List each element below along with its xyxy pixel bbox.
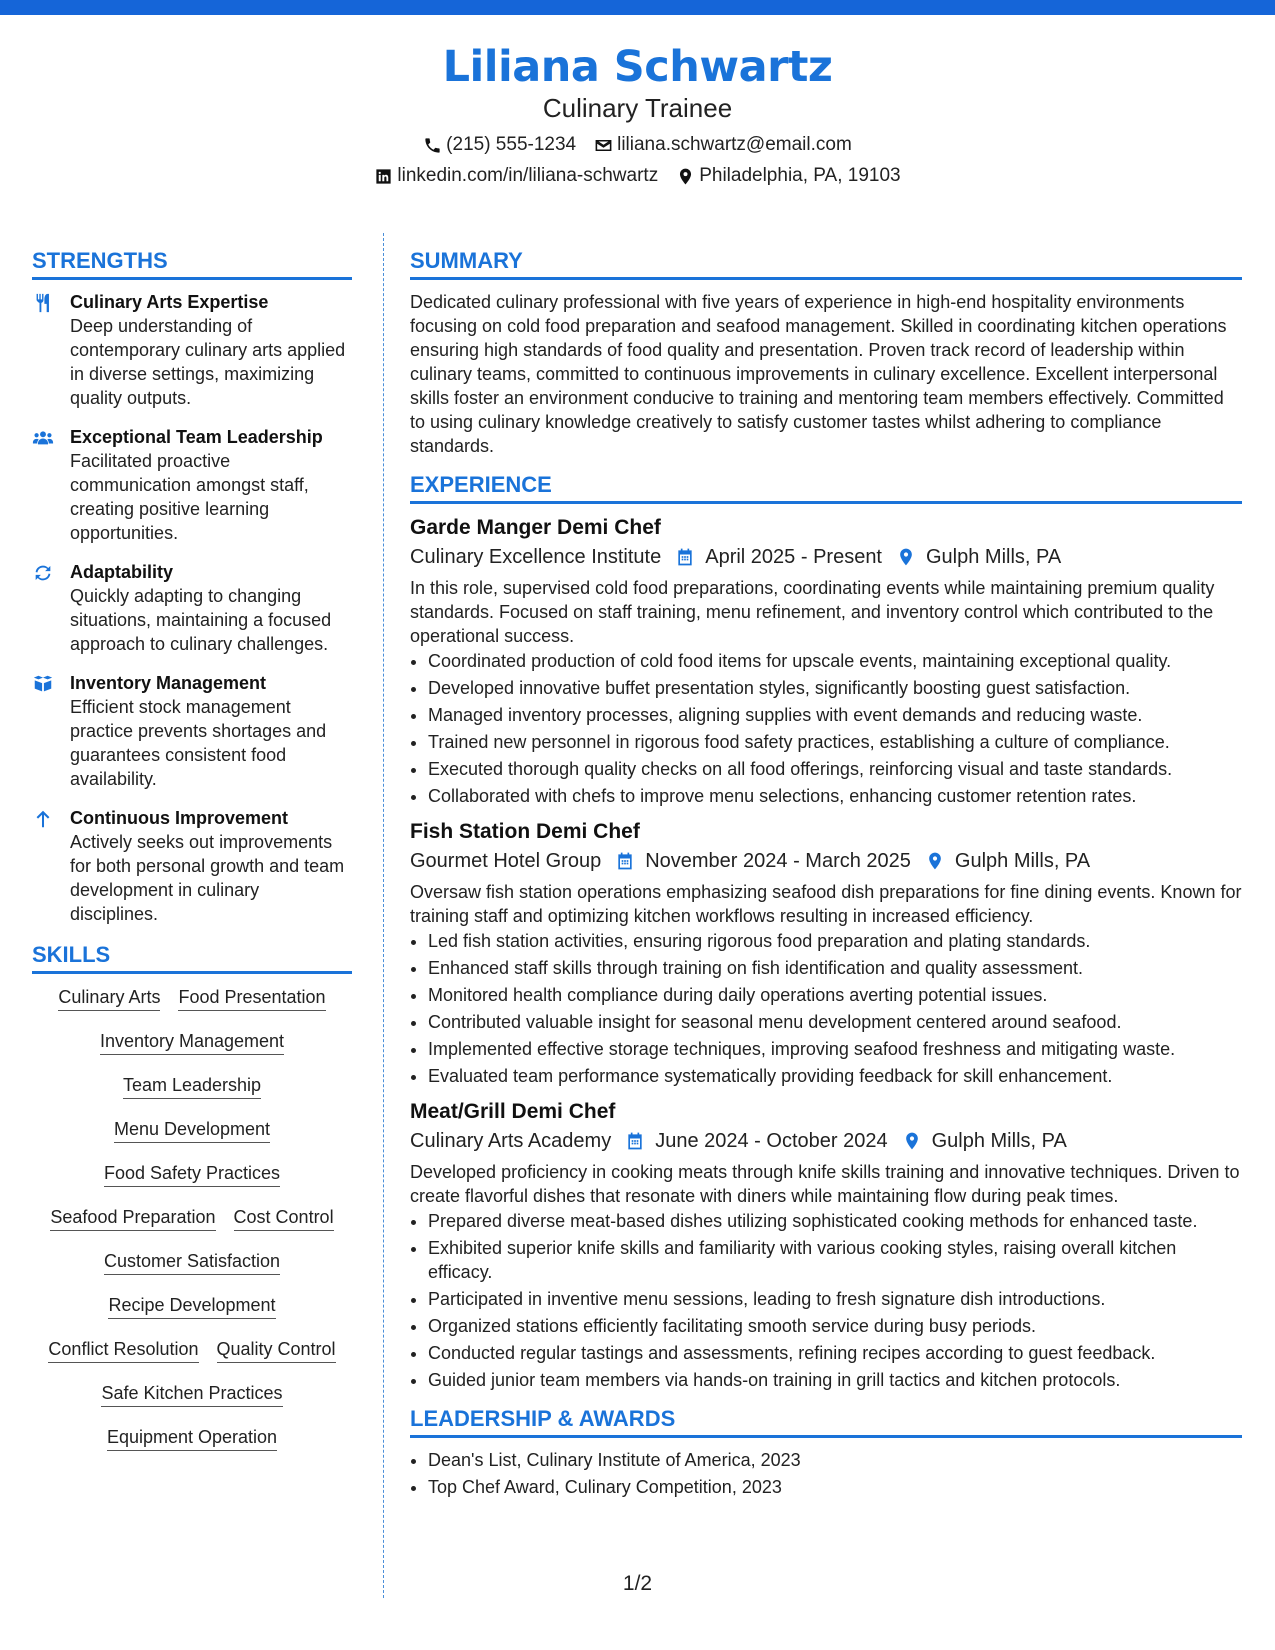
envelope-icon (594, 136, 613, 155)
job-meta (410, 542, 1242, 572)
job-bullet: • Led fish station activities, ensuring rigorous food preparation and plating standards. (428, 929, 1242, 953)
job-location: Gulph Mills, PA (931, 1130, 1067, 1152)
map-pin-icon (676, 167, 695, 186)
email-text: liliana.schwartz@email.com (617, 134, 852, 155)
job-title: Fish Station Demi Chef (410, 820, 640, 843)
job-bullet: • Implemented effective storage techniques, improving seafood freshness and mitigating waste. (428, 1037, 1242, 1061)
job-description: In this role, supervised cold food preparations, coordinating events while maintaining premium quality standards. Focused on staff training, menu refinement, and inventory control which contributed to the operational success. (410, 578, 1215, 646)
job-title: Meat/Grill Demi Chef (410, 1100, 616, 1123)
map-pin-icon (896, 547, 916, 567)
strength-desc: Quickly adapting to changing situations, maintaining a focused approach to culinary challenges. (70, 586, 332, 654)
job-dates: April 2025 - Present (705, 546, 882, 568)
location-text: Philadelphia, PA, 19103 (699, 165, 901, 186)
calendar-icon (625, 1131, 645, 1151)
job-dates: June 2024 - October 2024 (655, 1130, 888, 1152)
strength-desc: Actively seeks out improvements for both personal growth and team development in culinary disciplines. (70, 832, 345, 924)
map-pin-icon (925, 851, 945, 871)
job-title: Garde Manger Demi Chef (410, 516, 661, 539)
map-pin-icon (902, 1131, 922, 1151)
skill-tag: Customer Satisfaction (104, 1250, 280, 1275)
job-meta (410, 846, 1242, 876)
refresh-icon (32, 562, 54, 584)
job-bullet: • Monitored health compliance during daily operations averting potential issues. (428, 983, 1242, 1007)
job-bullets (410, 649, 1242, 808)
job-bullet: • Coordinated production of cold food items for upscale events, maintaining exceptional quality. (428, 649, 1242, 673)
phone-icon (423, 136, 442, 155)
skills-list (32, 986, 352, 1451)
job-bullets (410, 929, 1242, 1088)
linkedin-item[interactable] (374, 165, 658, 187)
page-number: 1/2 (622, 1572, 653, 1595)
contact-row-2 (0, 165, 1275, 187)
phone-text: (215) 555-1234 (446, 134, 577, 155)
job-company: Culinary Excellence Institute (410, 546, 662, 568)
utensils-icon (32, 292, 54, 314)
job-entry (410, 514, 1242, 808)
job-bullet: • Conducted regular tastings and assessments, refining recipes according to guest feedback. (428, 1341, 1242, 1365)
strength-title: Inventory Management (70, 673, 267, 693)
linkedin-icon (374, 167, 393, 186)
skill-tag: Recipe Development (108, 1294, 275, 1319)
job-bullet: • Executed thorough quality checks on all food offerings, reinforcing visual and taste standards. (428, 757, 1242, 781)
experience-heading: EXPERIENCE (410, 472, 1242, 504)
column-divider (383, 233, 384, 1598)
summary-heading: SUMMARY (410, 248, 1242, 280)
strength-desc: Facilitated proactive communication amongst staff, creating positive learning opportunities. (70, 451, 309, 543)
strength-desc: Efficient stock management practice prevents shortages and guarantees consistent food availability. (70, 697, 327, 789)
job-bullet: • Enhanced staff skills through training on fish identification and quality assessment. (428, 956, 1242, 980)
job-description: Oversaw fish station operations emphasizing seafood dish preparations for fine dining events. Known for training staff and optimizing kitchen workflows resulting in increased efficiency. (410, 882, 1242, 926)
job-bullet: • Evaluated team performance systematically providing feedback for skill enhancement. (428, 1064, 1242, 1088)
users-icon (32, 427, 54, 449)
top-accent-bar (0, 0, 1275, 15)
strength-item (32, 560, 352, 656)
job-entry (410, 1098, 1242, 1392)
job-company: Culinary Arts Academy (410, 1130, 612, 1152)
contact-row-1 (0, 134, 1275, 156)
job-bullet: • Exhibited superior knife skills and familiarity with various cooking styles, raising overall kitchen efficacy. (428, 1236, 1242, 1284)
job-description: Developed proficiency in cooking meats through knife skills training and innovative techniques. Driven to create flavorful dishes that resonate with diners while maintaining flow during peak times. (410, 1162, 1240, 1206)
awards-heading: LEADERSHIP & AWARDS (410, 1406, 1242, 1438)
skill-tag: Seafood Preparation (50, 1206, 215, 1231)
strength-item (32, 425, 352, 545)
strength-item (32, 806, 352, 926)
skill-tag: Safe Kitchen Practices (101, 1382, 282, 1407)
right-column (410, 248, 1242, 1502)
job-bullet: • Trained new personnel in rigorous food safety practices, establishing a culture of compliance. (428, 730, 1242, 754)
award-item: • Dean's List, Culinary Institute of America, 2023 (428, 1448, 1242, 1472)
skills-heading: SKILLS (32, 942, 352, 974)
skill-tag: Cost Control (234, 1206, 334, 1231)
strength-title: Continuous Improvement (70, 808, 289, 828)
job-dates: November 2024 - March 2025 (645, 850, 911, 872)
location-item (676, 165, 900, 187)
job-company: Gourmet Hotel Group (410, 850, 602, 872)
job-bullet: • Collaborated with chefs to improve menu selections, enhancing customer retention rates. (428, 784, 1242, 808)
arrow-up-icon (32, 808, 54, 830)
skill-tag: Conflict Resolution (48, 1338, 198, 1363)
strength-title: Adaptability (70, 562, 174, 582)
job-bullets (410, 1209, 1242, 1392)
strength-item (32, 290, 352, 410)
skill-tag: Culinary Arts (58, 986, 160, 1011)
skill-tag: Inventory Management (100, 1030, 284, 1055)
calendar-icon (675, 547, 695, 567)
job-location: Gulph Mills, PA (954, 850, 1091, 872)
job-bullet: • Organized stations efficiently facilitating smooth service during busy periods. (428, 1314, 1242, 1338)
candidate-role: Culinary Trainee (542, 93, 733, 123)
strengths-heading: STRENGTHS (32, 248, 352, 280)
job-entry (410, 818, 1242, 1088)
boxes-icon (32, 673, 54, 695)
job-location: Gulph Mills, PA (926, 546, 1062, 568)
strength-item (32, 671, 352, 791)
skill-tag: Equipment Operation (107, 1426, 277, 1451)
job-bullet: • Developed innovative buffet presentation styles, significantly boosting guest satisfaction. (428, 676, 1242, 700)
left-column (32, 248, 352, 1470)
skill-tag: Menu Development (114, 1118, 270, 1143)
summary-text: Dedicated culinary professional with five years of experience in high-end hospitality environments focusing on cold food preparation and seafood management. Skilled in coordinating kitchen operations ensuring high standards of food quality and presentation. Proven track record of leadership within culinary teams, committed to continuous improvements in culinary excellence. Excellent interpersonal skills foster an environment conducive to training and mentoring team members effectively. Committed to using culinary knowledge creatively to satisfy customer tastes whilst adhering to compliance standards. (410, 292, 1227, 456)
strength-desc: Deep understanding of contemporary culinary arts applied in diverse settings, maximizing quality outputs. (70, 316, 346, 408)
skill-tag: Food Safety Practices (104, 1162, 280, 1187)
job-bullet: • Guided junior team members via hands-on training in grill tactics and kitchen protocols. (428, 1368, 1242, 1392)
job-bullet: • Managed inventory processes, aligning supplies with event demands and reducing waste. (428, 703, 1242, 727)
strength-title: Culinary Arts Expertise (70, 292, 269, 312)
skill-tag: Food Presentation (178, 986, 325, 1011)
email-item[interactable] (594, 134, 852, 156)
skill-tag: Team Leadership (123, 1074, 261, 1099)
linkedin-text: linkedin.com/in/liliana-schwartz (397, 165, 659, 186)
job-meta (410, 1126, 1242, 1156)
candidate-name: Liliana Schwartz (442, 42, 833, 92)
job-bullet: • Prepared diverse meat-based dishes utilizing sophisticated cooking methods for enhanced taste. (428, 1209, 1242, 1233)
calendar-icon (615, 851, 635, 871)
award-item: • Top Chef Award, Culinary Competition, 2023 (428, 1475, 1242, 1499)
skill-tag: Quality Control (217, 1338, 336, 1363)
strength-title: Exceptional Team Leadership (70, 427, 323, 447)
job-bullet: • Contributed valuable insight for seasonal menu development centered around seafood. (428, 1010, 1242, 1034)
phone-item (423, 134, 576, 156)
job-bullet: • Participated in inventive menu sessions, leading to fresh signature dish introductions. (428, 1287, 1242, 1311)
awards-list (410, 1448, 1242, 1499)
